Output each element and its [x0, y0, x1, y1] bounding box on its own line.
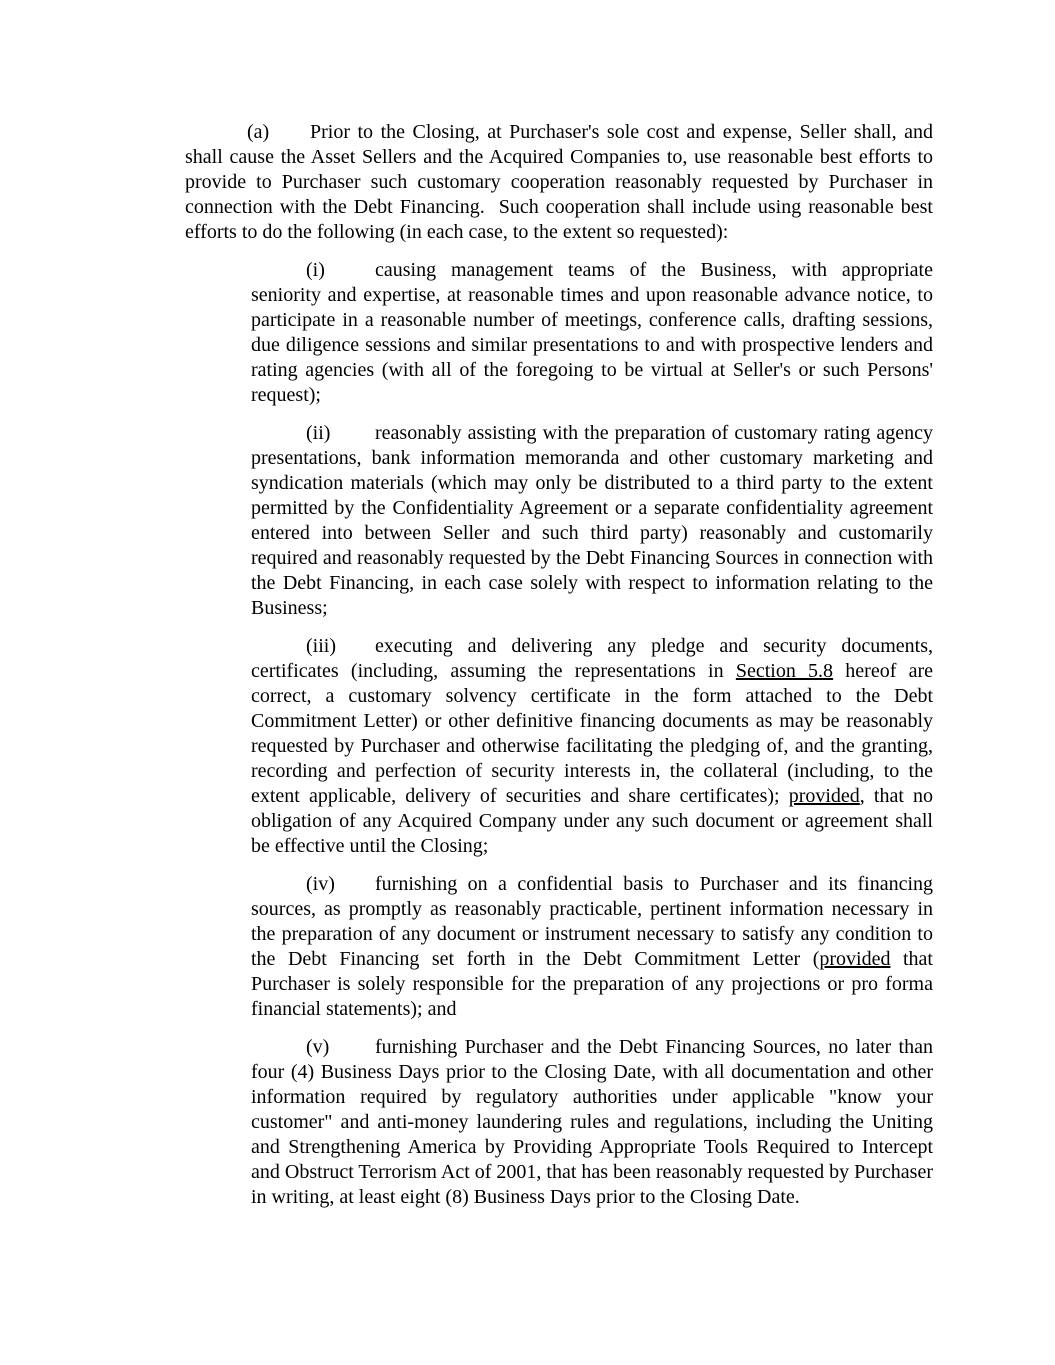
paragraph-text: furnishing on a confidential basis to Purchaser and its financing sources, as promptly as reasonably practicable, pertinent information necessary in the preparation of any document or instrument necessary to satisfy any condition to the Debt Financing set forth in the Debt Commitment Letter (: [251, 873, 933, 970]
paragraph-text: executing and delivering any pledge and security documents, certificates (including, assuming the representations in: [251, 635, 933, 682]
paragraph-label: (v): [306, 1036, 330, 1058]
paragraph-text: hereof are correct, a customary solvency certificate in the form attached to the Debt Commitment Letter) or other definitive financing documents as may be reasonably requested by Purchaser and otherwise facilitating the pledging of, and the granting, recording and perfection of security interests in, the collateral (including, to the extent applicable, delivery of securities and share certificates);: [251, 660, 933, 807]
paragraph-label: (iii): [306, 635, 336, 657]
paragraph-text: causing management teams of the Business, with appropriate seniority and expertise, at reasonable times and upon reasonable advance notice, to participate in a reasonable number of meetings, conference calls, drafting sessions, due diligence sessions and similar presentations to and with prospective lenders and rating agencies (with all of the foregoing to be virtual at Seller's or such Persons' request);: [251, 259, 933, 406]
paragraph-label: (ii): [306, 422, 331, 444]
document-content: [185, 120, 933, 1223]
paragraph-text: that Purchaser is solely responsible for the preparation of any projections or pro forma financial statements); and: [251, 948, 933, 1020]
section-5-8-reference: Section 5.8: [735, 660, 834, 682]
paragraph-text: Prior to the Closing, at Purchaser's sole cost and expense, Seller shall, and shall cause the Asset Sellers and the Acquired Companies to, use reasonable best efforts to provide to Purchaser such customary cooperation reasonably requested by Purchaser in connection with the Debt Financing. Such cooperation shall include using reasonable best efforts to do the following (in each case, to the extent so requested):: [185, 121, 933, 243]
paragraph-label: (i): [306, 259, 325, 281]
paragraph-text: furnishing Purchaser and the Debt Financing Sources, no later than four (4) Business Days prior to the Closing Date, with all documentation and other information required by regulatory authorities under applicable "know your customer" and anti-money laundering rules and regulations, including the Uniting and Strengthening America by Providing Appropriate Tools Required to Intercept and Obstruct Terrorism Act of 2001, that has been reasonably requested by Purchaser in writing, at least eight (8) Business Days prior to the Closing Date.: [251, 1036, 933, 1208]
paragraph-a: [185, 120, 933, 245]
provided-emphasis: provided: [819, 948, 891, 970]
paragraph-label: (iv): [306, 873, 335, 895]
paragraph-iii: [251, 634, 933, 859]
paragraph-v: [251, 1035, 933, 1210]
paragraph-ii: [251, 421, 933, 621]
paragraph-iv: [251, 872, 933, 1022]
paragraph-label: (a): [247, 121, 270, 143]
provided-emphasis: provided: [788, 785, 860, 807]
paragraph-text: , that no obligation of any Acquired Company under any such document or agreement shall be effective until the Closing;: [251, 785, 933, 857]
paragraph-i: [251, 258, 933, 408]
paragraph-text: reasonably assisting with the preparation of customary rating agency presentations, bank information memoranda and other customary marketing and syndication materials (which may only be distributed to a third party to the extent permitted by the Confidentiality Agreement or a separate confidentiality agreement entered into between Seller and such third party) reasonably and customarily required and reasonably requested by the Debt Financing Sources in connection with the Debt Financing, in each case solely with respect to information relating to the Business;: [251, 422, 933, 619]
